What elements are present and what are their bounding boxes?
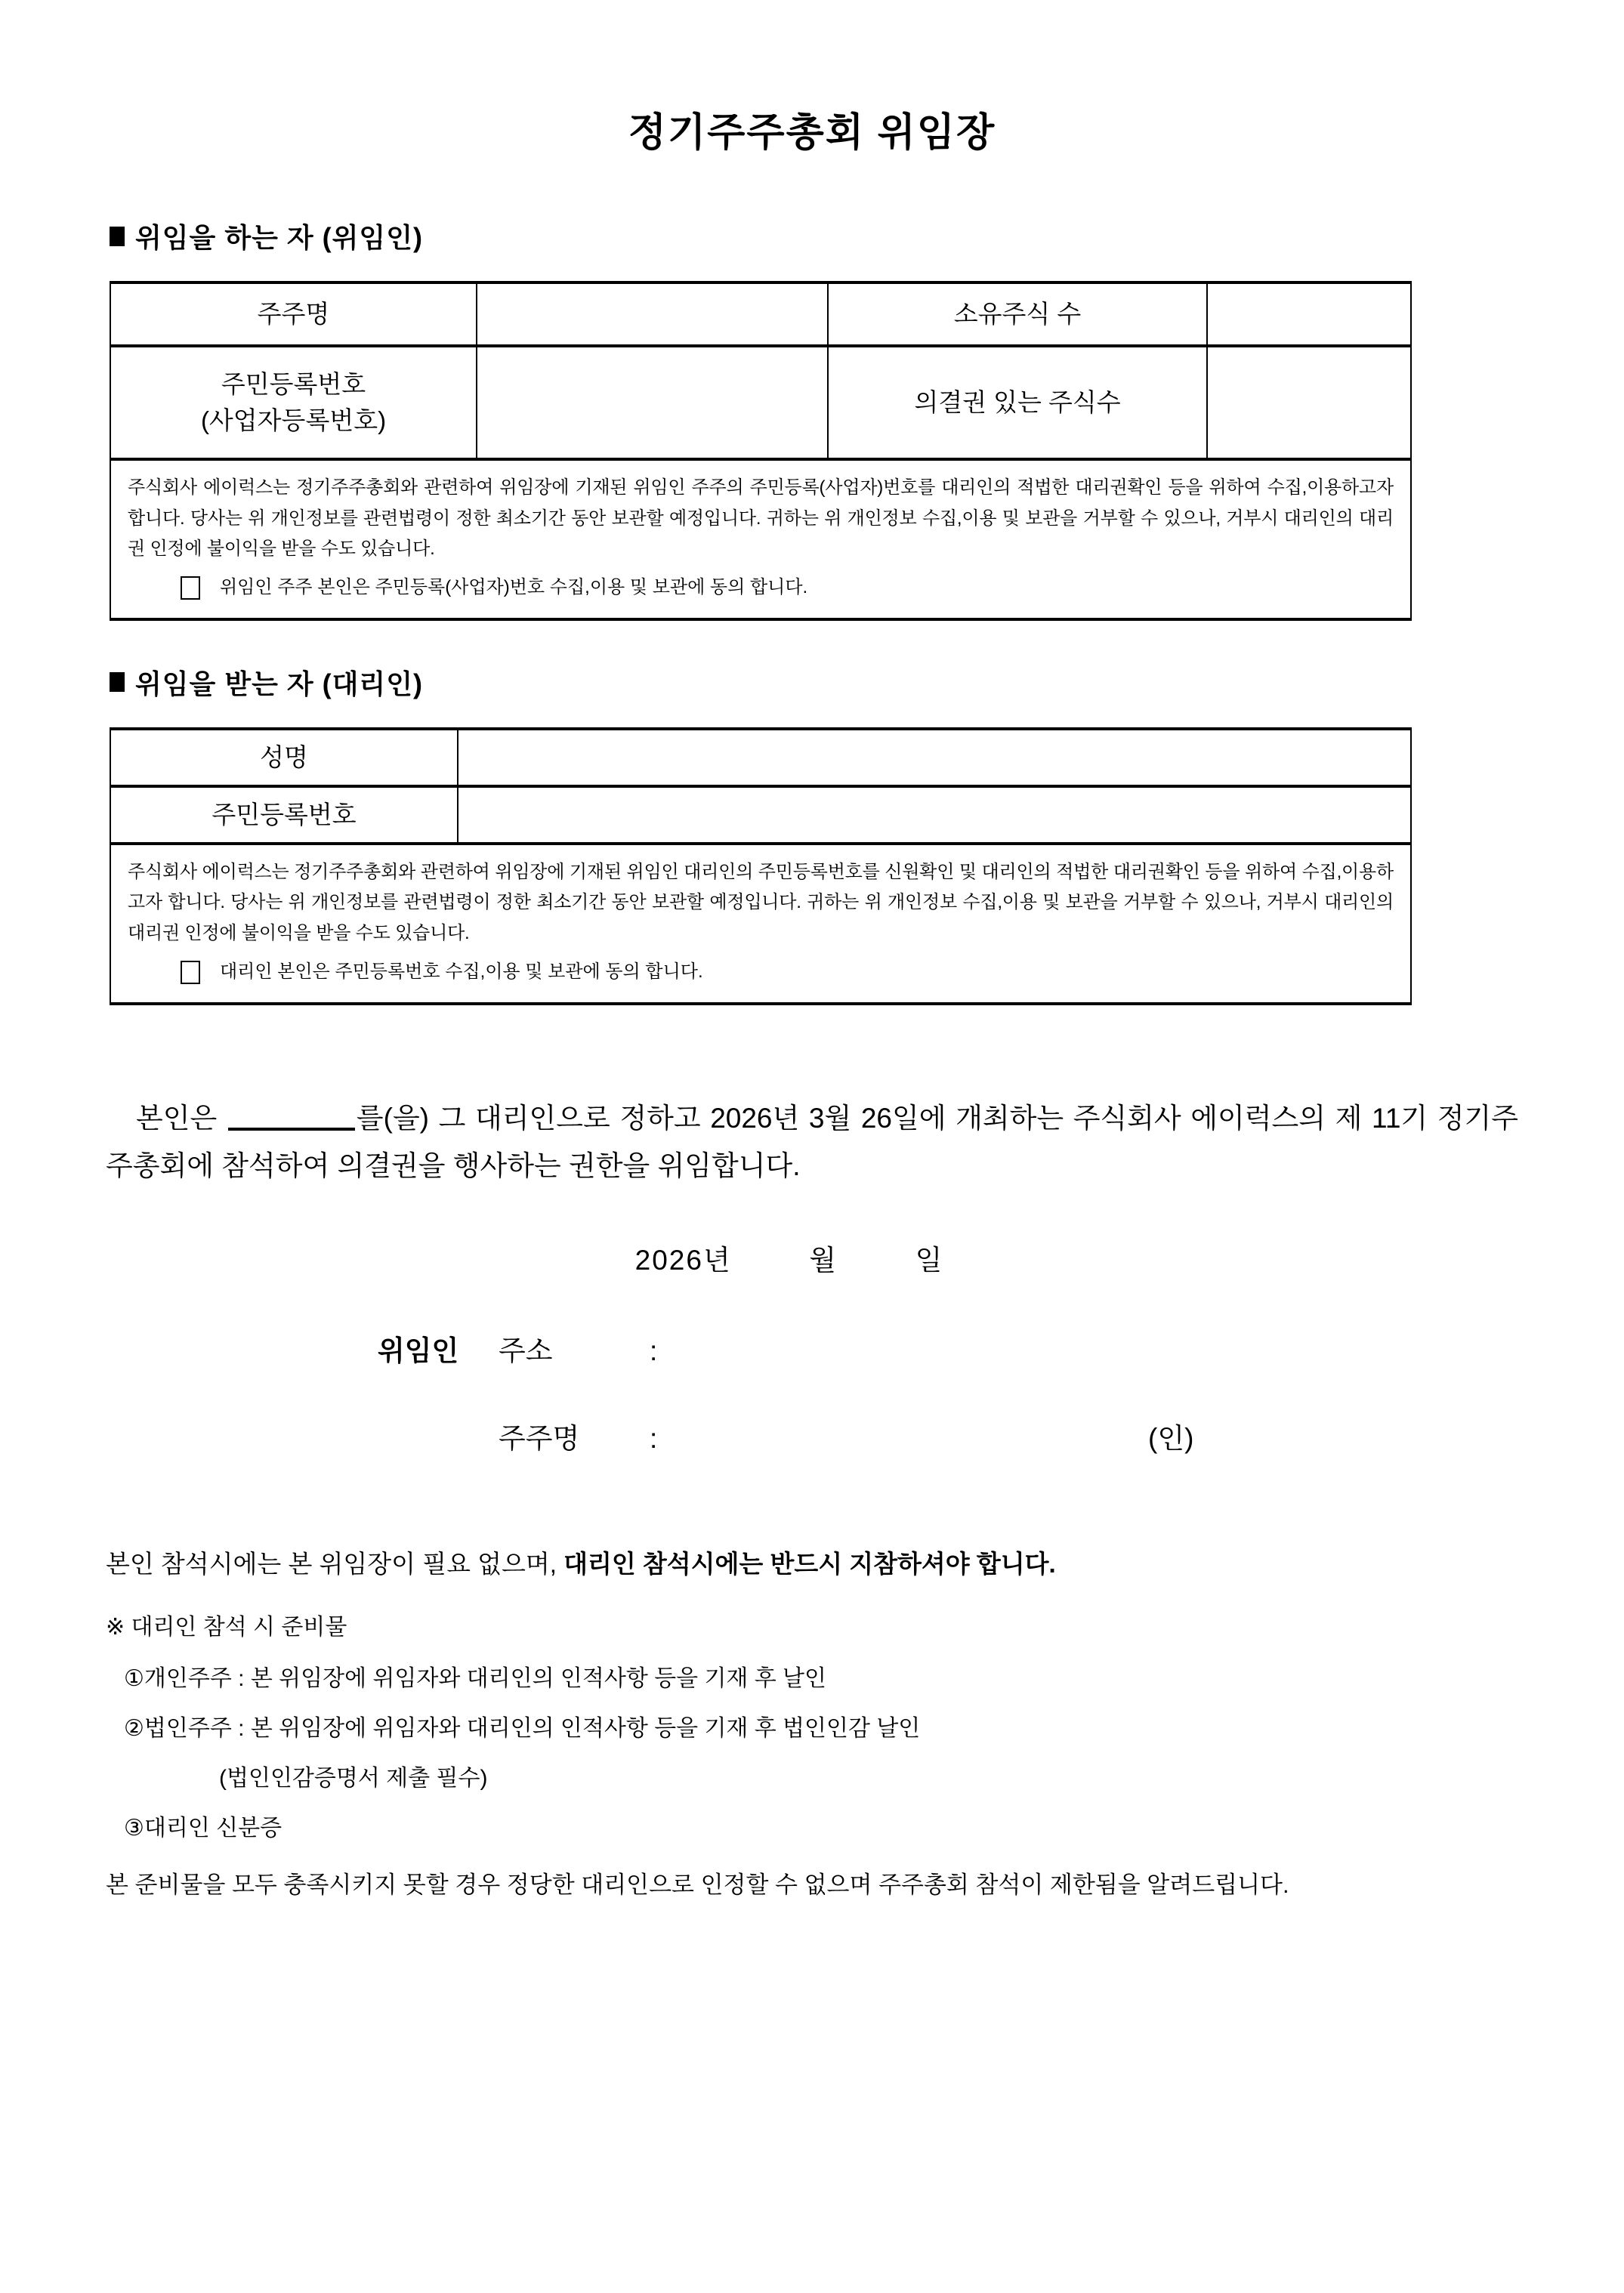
- cell-owned-shares-value[interactable]: [1207, 282, 1411, 346]
- table-row: [110, 282, 1411, 346]
- cell-shareholder-name-label: 주주명: [110, 282, 477, 346]
- date-line: [0, 1237, 1624, 1278]
- signature-address-colon: :: [650, 1335, 658, 1366]
- section-header-principal-label: 위임을 하는 자 (위임인): [135, 222, 423, 254]
- footer-notes-tail: 본 준비물을 모두 충족시키지 못할 경우 정당한 대리인으로 인정할 수 없으며 주주총회 참석이 제한됨을 알려드립니다.: [106, 1872, 1289, 1899]
- agent-table: [110, 727, 1412, 1005]
- signature-block: [0, 1328, 1624, 1456]
- delegation-text-after: 를(을) 그 대리인으로 정하고 2026년 3월 26일에 개최하는 주식회사 에이럭스의 제 11기 정기주주총회에 참석하여 의결권을 행사하는 권한을 위임합니다.: [106, 1102, 1519, 1182]
- agent-consent-checkbox-row[interactable]: [128, 959, 1394, 986]
- footer-notes-subheading: ※ 대리인 참석 시 준비물: [106, 1615, 347, 1640]
- signature-address-label: 주소: [499, 1335, 553, 1366]
- table-row-consent: [110, 459, 1411, 619]
- cell-agent-name-value[interactable]: [458, 729, 1411, 786]
- footer-notes-lead-bold: 대리인 참석시에는 반드시 지참하셔야 합니다.: [563, 1549, 1056, 1578]
- principal-consent-text: 주식회사 에이럭스는 정기주주총회와 관련하여 위임장에 기재된 위임인 주주의 주민등록(사업자)번호를 대리인의 적법한 대리권확인 등을 위하여 수집,이용하고자 합니다. 당사는 위 개인정보를 관련법령이 정한 최소기간 동안 보관할 예정입니다. 귀하는 위 개인정보 수집,이용 및 보관을 거부할 수 있으나, 거부시 대리인의 대리권 인정에 불이익을 받을 수도 있습니다.: [128, 477, 1394, 559]
- footer-notes-item-2: ②법인주주 : 본 위임장에 위임자와 대리인의 인적사항 등을 기재 후 법인인감 날인: [124, 1716, 921, 1742]
- footer-notes-item-3: ③대리인 신분증: [124, 1816, 283, 1841]
- table-row: [110, 786, 1411, 844]
- agent-consent-checkbox-label: 대리인 본인은 주민등록번호 수집,이용 및 보관에 동의 합니다.: [220, 961, 703, 982]
- checkbox-icon[interactable]: [181, 961, 200, 984]
- cell-resident-number-label-line1: 주민등록번호: [221, 370, 366, 399]
- delegation-paragraph: [0, 1094, 1624, 1190]
- signature-name-colon: :: [650, 1422, 658, 1454]
- table-row: [110, 729, 1411, 786]
- principal-table-wrapper: [110, 281, 1410, 621]
- cell-agent-resident-number-value[interactable]: [458, 786, 1411, 844]
- seal-mark: (인): [1148, 1422, 1194, 1454]
- agent-consent-cell: [110, 844, 1411, 1004]
- principal-consent-checkbox-label: 위임인 주주 본인은 주민등록(사업자)번호 수집,이용 및 보관에 동의 합니다.: [220, 577, 808, 598]
- date-month: 월: [809, 1244, 838, 1276]
- signature-principal-label: 위임인: [378, 1335, 459, 1366]
- page-title: 정기주주총회 위임장: [628, 111, 996, 155]
- cell-agent-resident-number-label: 주민등록번호: [110, 786, 458, 844]
- cell-voting-shares-value[interactable]: [1207, 346, 1411, 459]
- footer-notes-item-1: ①개인주주 : 본 위임장에 위임자와 대리인의 인적사항 등을 기재 후 날인: [124, 1666, 827, 1692]
- section-header-agent-label: 위임을 받는 자 (대리인): [135, 668, 423, 699]
- table-row: [110, 346, 1411, 459]
- cell-resident-number-label-line2: (사업자등록번호): [200, 406, 387, 435]
- agent-consent-text: 주식회사 에이럭스는 정기주주총회와 관련하여 위임장에 기재된 위임인 대리인의 주민등록번호를 신원확인 및 대리인의 적법한 대리권확인 등을 위하여 수집,이용하고자 합니다. 당사는 위 개인정보를 관련법령이 정한 최소기간 동안 보관할 예정입니다. 귀하는 위 개인정보 수집,이용 및 보관을 거부할 수 있으나, 거부시 대리인의 대리권 인정에 불이익을 받을 수도 있습니다.: [128, 861, 1394, 943]
- date-day: 일: [915, 1244, 944, 1276]
- agent-table-wrapper: [110, 727, 1410, 1005]
- principal-consent-checkbox-row[interactable]: [128, 575, 1394, 601]
- delegate-name-blank[interactable]: [228, 1128, 355, 1131]
- cell-owned-shares-label: 소유주식 수: [828, 282, 1207, 346]
- cell-voting-shares-label: 의결권 있는 주식수: [828, 346, 1207, 459]
- table-row-consent: [110, 844, 1411, 1004]
- cell-agent-name-label: 성명: [110, 729, 458, 786]
- section-header-principal: [0, 217, 1624, 255]
- black-square-bullet-icon: [110, 227, 125, 246]
- black-square-bullet-icon: [110, 672, 125, 692]
- section-header-agent: [0, 663, 1624, 702]
- footer-notes: [0, 1545, 1624, 1903]
- cell-shareholder-name-value[interactable]: [477, 282, 828, 346]
- cell-resident-number-label: [110, 346, 477, 459]
- signature-address-row: [378, 1328, 1624, 1369]
- checkbox-icon[interactable]: [181, 576, 200, 600]
- date-year: 2026년: [634, 1244, 732, 1276]
- cell-resident-number-value[interactable]: [477, 346, 828, 459]
- signature-name-row: [378, 1415, 1624, 1456]
- signature-name-label: 주주명: [499, 1422, 580, 1454]
- footer-notes-lead: [106, 1545, 1518, 1583]
- delegation-text-before: 본인은: [136, 1102, 218, 1134]
- principal-consent-cell: [110, 459, 1411, 619]
- footer-notes-item-2-sub: (법인인감증명서 제출 필수): [219, 1766, 488, 1792]
- footer-notes-lead-normal: 본인 참석시에는 본 위임장이 필요 없으며,: [106, 1549, 564, 1578]
- principal-table: [110, 281, 1412, 621]
